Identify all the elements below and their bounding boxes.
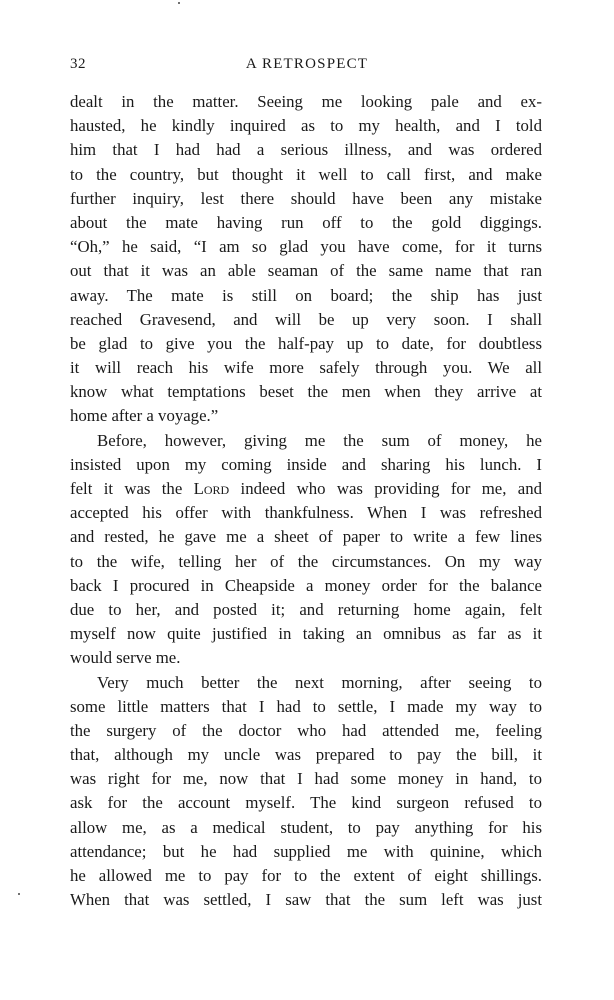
- running-head: A RETROSPECT: [245, 56, 369, 72]
- text-line: the surgery of the doctor who had attended me, feeling: [70, 720, 542, 740]
- text-line: and rested, he gave me a sheet of paper to write a few lines: [70, 527, 542, 547]
- text-line: myself now quite justified in taking an omnibus as far as it: [70, 624, 542, 644]
- text-line: be glad to give you the half-pay up to date, for doubtless: [70, 333, 542, 353]
- text-line: attendance; but he had supplied me with quinine, which: [70, 841, 542, 861]
- text-line: was right for me, now that I had some money in hand, to: [70, 769, 542, 789]
- text-line: to the country, but thought it well to call first, and make: [70, 164, 542, 184]
- text-line: back I procured in Cheapside a money order for the balance: [70, 575, 542, 595]
- page-speck: [178, 2, 180, 4]
- text-line: would serve me.: [70, 648, 181, 668]
- text-line: accepted his offer with thankfulness. When I was refreshed: [70, 503, 542, 523]
- text-fragment: felt it was the: [70, 479, 194, 498]
- text-line: about the mate having run off to the gold diggings.: [70, 212, 542, 232]
- text-line: Very much better the next morning, after seeing to: [97, 672, 542, 692]
- text-line: insisted upon my coming inside and sharing his lunch. I: [70, 454, 542, 474]
- text-line: he allowed me to pay for to the extent of eight shillings.: [70, 866, 542, 885]
- text-line: out that it was an able seaman of the same name that ran: [70, 261, 542, 281]
- text-fragment: indeed who was providing for me, and: [229, 479, 542, 498]
- text-line: know what temptations beset the men when they arrive at: [70, 382, 542, 402]
- text-line: dealt in the matter. Seeing me looking pale and ex-: [70, 92, 542, 111]
- text-line: home after a voyage.”: [70, 406, 219, 426]
- text-line: away. The mate is still on board; the ship has just: [70, 285, 542, 305]
- text-line: [70, 477, 542, 501]
- text-line: further inquiry, lest there should have been any mistake: [70, 188, 542, 208]
- text-line: due to her, and posted it; and returning home again, felt: [70, 599, 542, 619]
- body-text: [70, 90, 542, 912]
- text-line: some little matters that I had to settle, I made my way to: [70, 696, 542, 716]
- text-line: ask for the account myself. The kind surgeon refused to: [70, 793, 542, 813]
- page-speck: [18, 893, 20, 895]
- text-line: “Oh,” he said, “I am so glad you have come, for it turns: [70, 237, 542, 257]
- text-line: that, although my uncle was prepared to pay the bill, it: [70, 745, 542, 765]
- text-line: reached Gravesend, and will be up very soon. I shall: [70, 309, 542, 329]
- text-line: it will reach his wife more safely through you. We all: [70, 358, 542, 378]
- text-line: Before, however, giving me the sum of money, he: [97, 430, 542, 450]
- text-line: When that was settled, I saw that the sum left was just: [70, 890, 542, 910]
- text-line: hausted, he kindly inquired as to my health, and I told: [70, 116, 542, 136]
- text-line: him that I had had a serious illness, and was ordered: [70, 140, 542, 160]
- text-line: allow me, as a medical student, to pay anything for his: [70, 817, 542, 837]
- small-caps-lord: Lord: [193, 479, 230, 498]
- page-number: 32: [70, 56, 86, 72]
- text-line: to the wife, telling her of the circumstances. On my way: [70, 551, 542, 571]
